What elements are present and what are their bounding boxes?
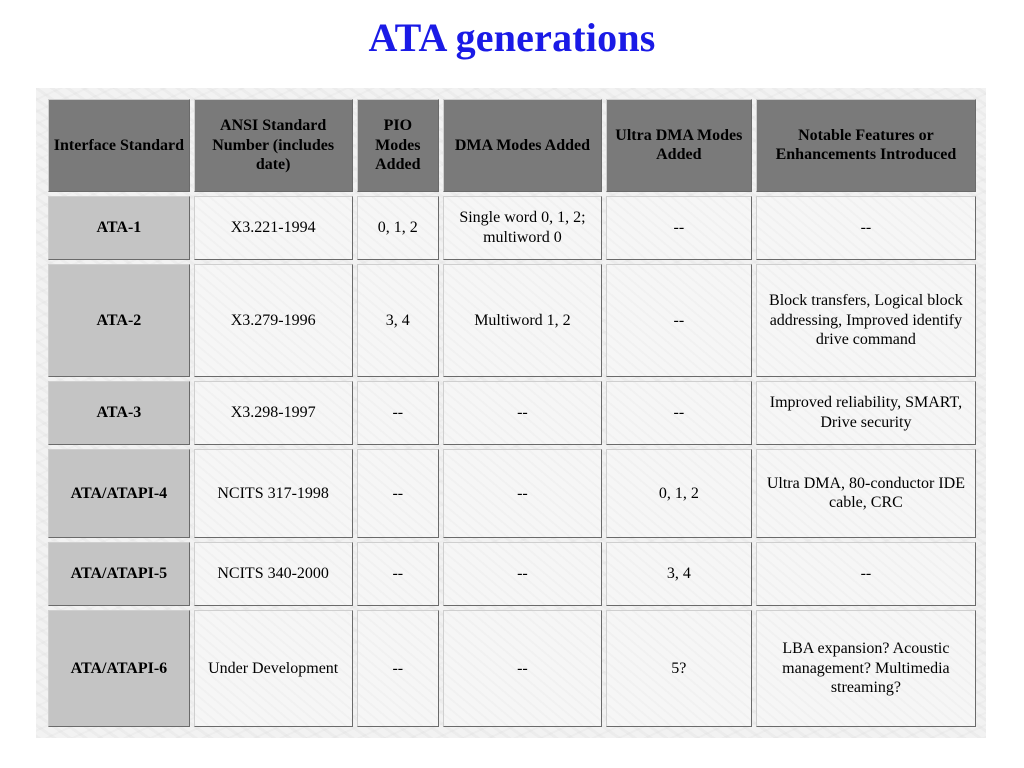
row-pio-modes: --	[357, 542, 440, 606]
row-ansi-number: X3.221-1994	[194, 196, 353, 260]
row-dma-modes: --	[443, 381, 602, 445]
row-dma-modes: Single word 0, 1, 2; multiword 0	[443, 196, 602, 260]
table-row	[48, 610, 976, 727]
table-frame	[36, 88, 986, 738]
header-pio-modes: PIO Modes Added	[357, 99, 440, 192]
row-ultra-dma-modes: 3, 4	[606, 542, 752, 606]
row-standard: ATA/ATAPI-4	[48, 449, 190, 538]
table-row	[48, 196, 976, 260]
header-interface-standard: Interface Standard	[48, 99, 190, 192]
row-standard: ATA/ATAPI-6	[48, 610, 190, 727]
row-pio-modes: 3, 4	[357, 264, 440, 377]
table-row	[48, 449, 976, 538]
row-pio-modes: --	[357, 381, 440, 445]
row-dma-modes: --	[443, 542, 602, 606]
table-row	[48, 542, 976, 606]
header-notable-features: Notable Features or Enhancements Introduced	[756, 99, 976, 192]
row-pio-modes: --	[357, 610, 440, 727]
header-dma-modes: DMA Modes Added	[443, 99, 602, 192]
row-features: --	[756, 196, 976, 260]
row-standard: ATA-3	[48, 381, 190, 445]
row-features: LBA expansion? Acoustic management? Multimedia streaming?	[756, 610, 976, 727]
header-row	[48, 99, 976, 192]
row-pio-modes: --	[357, 449, 440, 538]
row-ansi-number: X3.298-1997	[194, 381, 353, 445]
row-ultra-dma-modes: --	[606, 196, 752, 260]
row-ansi-number: Under Development	[194, 610, 353, 727]
row-dma-modes: --	[443, 449, 602, 538]
table-row	[48, 381, 976, 445]
row-standard: ATA/ATAPI-5	[48, 542, 190, 606]
row-standard: ATA-1	[48, 196, 190, 260]
header-ultra-dma-modes: Ultra DMA Modes Added	[606, 99, 752, 192]
row-dma-modes: --	[443, 610, 602, 727]
row-ultra-dma-modes: --	[606, 264, 752, 377]
row-pio-modes: 0, 1, 2	[357, 196, 440, 260]
page-title: ATA generations	[368, 15, 656, 60]
row-standard: ATA-2	[48, 264, 190, 377]
row-ultra-dma-modes: 5?	[606, 610, 752, 727]
row-features: Block transfers, Logical block addressing, Improved identify drive command	[756, 264, 976, 377]
row-ultra-dma-modes: 0, 1, 2	[606, 449, 752, 538]
row-features: --	[756, 542, 976, 606]
row-features: Improved reliability, SMART, Drive security	[756, 381, 976, 445]
row-dma-modes: Multiword 1, 2	[443, 264, 602, 377]
row-ansi-number: X3.279-1996	[194, 264, 353, 377]
header-ansi-standard-number: ANSI Standard Number (includes date)	[194, 99, 353, 192]
row-features: Ultra DMA, 80-conductor IDE cable, CRC	[756, 449, 976, 538]
table-row	[48, 264, 976, 377]
row-ansi-number: NCITS 340-2000	[194, 542, 353, 606]
ata-generations-table	[44, 95, 980, 731]
row-ansi-number: NCITS 317-1998	[194, 449, 353, 538]
row-ultra-dma-modes: --	[606, 381, 752, 445]
